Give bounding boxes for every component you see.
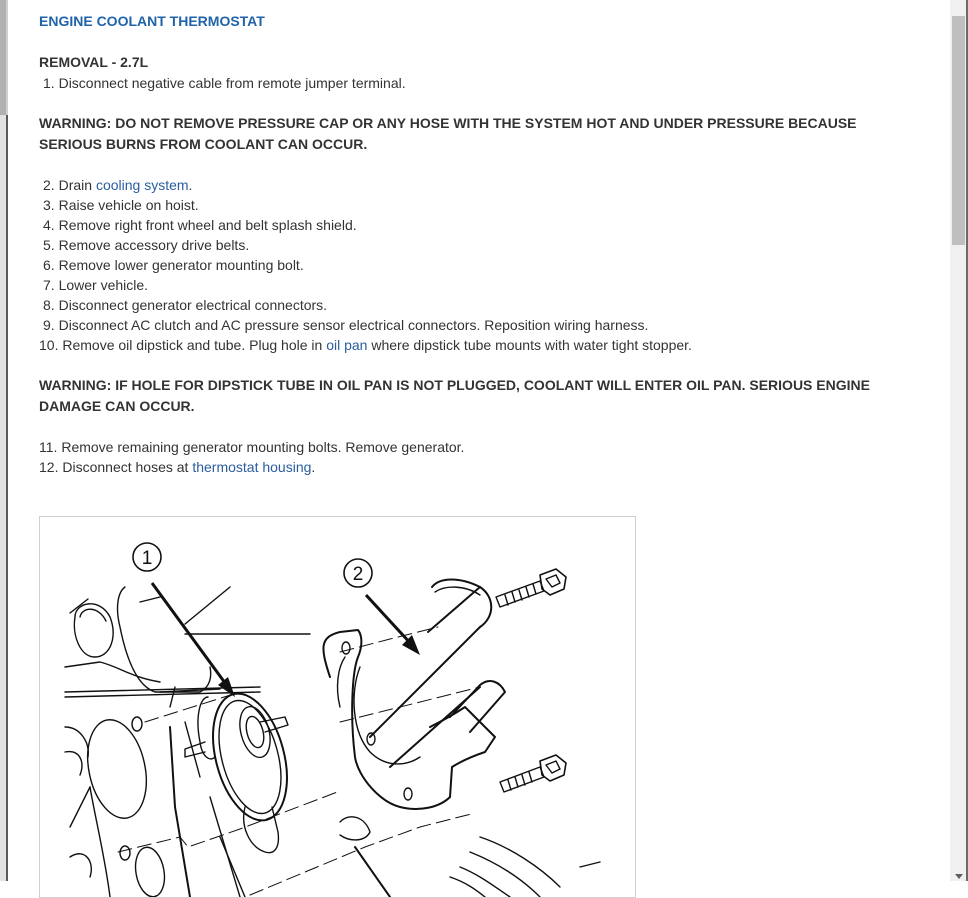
engine-cover (118, 587, 211, 692)
step-number: 9. (43, 317, 55, 333)
step-11 (39, 437, 464, 457)
callout-2-label: 2 (352, 564, 364, 585)
step-1 (39, 73, 406, 93)
bolt-upper (496, 569, 566, 607)
step-5 (39, 235, 249, 255)
section-heading: REMOVAL - 2.7L (39, 54, 149, 70)
bolt-lower (500, 755, 566, 792)
warning-pressure-cap: WARNING: DO NOT REMOVE PRESSURE CAP OR ANY HOSE WITH THE SYSTEM HOT AND UNDER PRESSURE BECAUSE SERIOUS BURNS FROM COOLANT CAN OCCUR. (39, 115, 857, 152)
link-oil-pan[interactable]: oil pan (326, 337, 368, 353)
step-text: Disconnect AC clutch and AC pressure sensor electrical connectors. Reposition wiring harness. (58, 317, 649, 333)
callout-1-label: 1 (141, 548, 153, 569)
left-frame-border (6, 0, 8, 881)
step-text-pre: Drain (58, 177, 96, 193)
page-title: ENGINE COOLANT THERMOSTAT (39, 13, 265, 29)
warning-dipstick-hole: WARNING: IF HOLE FOR DIPSTICK TUBE IN OIL PAN IS NOT PLUGGED, COOLANT WILL ENTER OIL PAN. SERIOUS ENGINE DAMAGE CAN OCCUR. (39, 377, 870, 414)
illustration-drawing (40, 517, 635, 897)
step-text-pre: Remove oil dipstick and tube. Plug hole in (62, 337, 327, 353)
step-number: 7. (43, 277, 55, 293)
step-number: 5. (43, 237, 55, 253)
step-text: Lower vehicle. (58, 277, 149, 293)
engine-port (79, 714, 155, 823)
step-text: Remove remaining generator mounting bolts. Remove generator. (61, 439, 465, 455)
scroll-down-arrow-icon[interactable] (955, 874, 963, 879)
step-text: Disconnect generator electrical connectors. (58, 297, 328, 313)
step-number: 3. (43, 197, 55, 213)
step-text: Disconnect negative cable from remote jumper terminal. (58, 75, 406, 91)
step-number: 8. (43, 297, 55, 313)
step-text-post: where dipstick tube mounts with water tight stopper. (367, 337, 692, 353)
step-text-post: . (188, 177, 193, 193)
step-number: 12. (39, 459, 59, 475)
step-12 (39, 457, 315, 477)
step-number: 10. (39, 337, 59, 353)
step-text-post: . (311, 459, 316, 475)
link-cooling-system[interactable]: cooling system (95, 177, 189, 193)
step-number: 11. (39, 439, 58, 455)
step-text-pre: Disconnect hoses at (62, 459, 193, 475)
step-text: Remove accessory drive belts. (58, 237, 250, 253)
link-thermostat-housing[interactable]: thermostat housing (192, 459, 312, 475)
step-number: 1. (43, 75, 55, 91)
step-8 (39, 295, 327, 315)
step-number: 6. (43, 257, 55, 273)
freeze-plug (74, 604, 113, 657)
step-text: Raise vehicle on hoist. (58, 197, 199, 213)
step-7 (39, 275, 148, 295)
step-3 (39, 195, 199, 215)
step-10 (39, 335, 692, 355)
arrow-head (218, 677, 235, 697)
step-4 (39, 215, 357, 235)
step-number: 4. (43, 217, 55, 233)
thermostat-removal-illustration (39, 516, 636, 898)
step-9 (39, 315, 648, 335)
step-6 (39, 255, 304, 275)
step-2 (39, 175, 192, 195)
step-number: 2. (43, 177, 55, 193)
step-text: Remove lower generator mounting bolt. (58, 257, 304, 273)
callout-1 (133, 543, 235, 697)
step-text: Remove right front wheel and belt splash shield. (58, 217, 357, 233)
scrollbar-thumb[interactable] (952, 16, 965, 245)
